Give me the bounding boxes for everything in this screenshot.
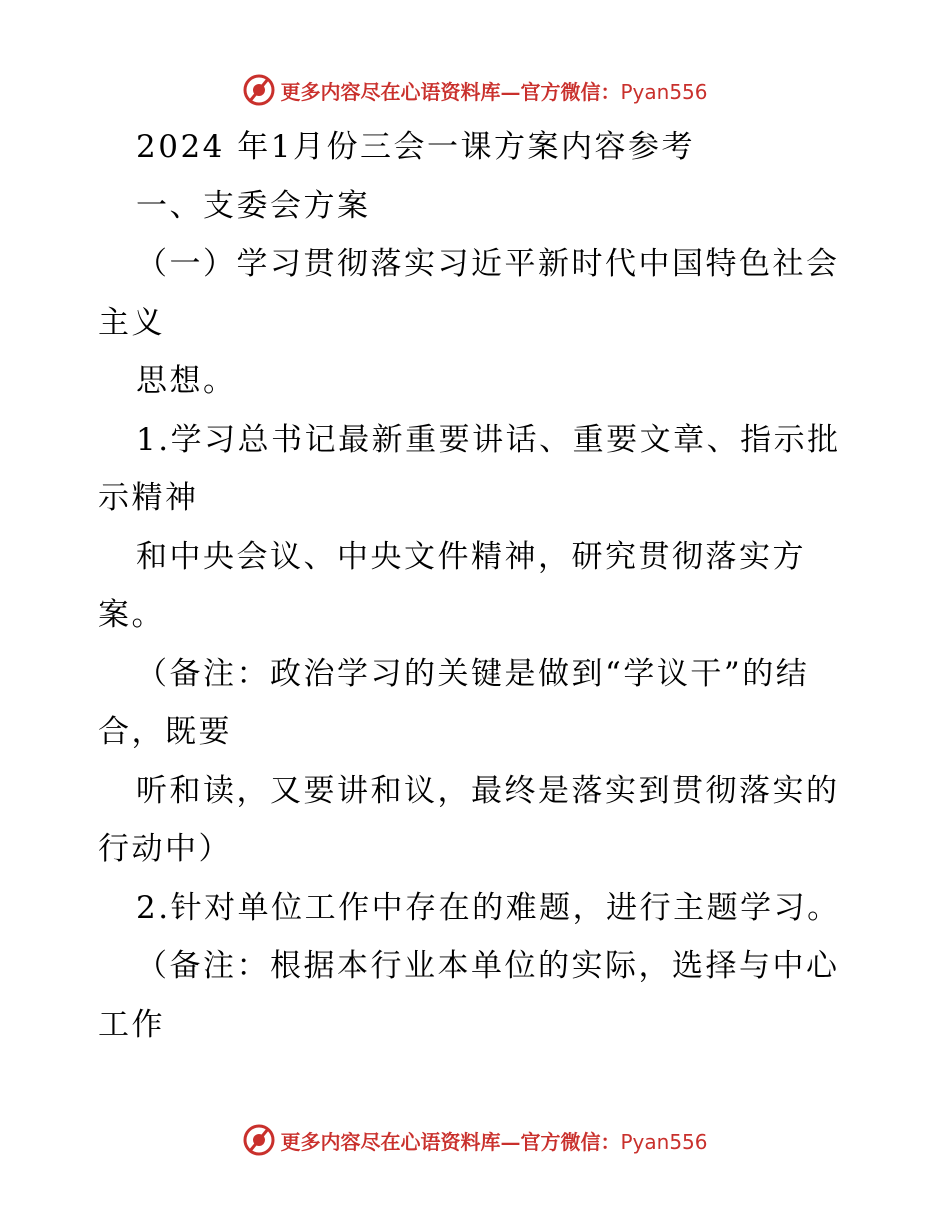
brand-logo-icon (242, 73, 276, 107)
text-line: 听和读，又要讲和议，最终是落实到贯彻落实的 (136, 772, 840, 809)
footer-watermark (0, 1120, 950, 1160)
header-watermark (0, 70, 950, 110)
text-line: 案。 (98, 597, 165, 633)
document-body (98, 118, 858, 1054)
watermark-text: 更多内容尽在心语资料库—官方微信：Pyan556 (280, 1129, 708, 1154)
text-line: 示精神 (98, 480, 199, 516)
list-item: 1.学习总书记最新重要讲话、重要文章、指示批 (136, 421, 841, 458)
text-line: 思想。 (136, 363, 237, 399)
section-heading: 一、支委会方案 (136, 187, 371, 224)
text-line: 行动中） (98, 831, 232, 867)
brand-logo-icon (242, 1123, 276, 1157)
text-line: 合，既要 (98, 714, 232, 750)
text-line: 主义 (98, 304, 165, 341)
text-line: 工作 (98, 1006, 165, 1043)
note-line: （备注：政治学习的关键是做到“学议干”的结 (136, 655, 810, 692)
subsection-heading: （一）学习贯彻落实习近平新时代中国特色社会 (136, 246, 840, 282)
list-item: 2.针对单位工作中存在的难题，进行主题学习。 (136, 889, 841, 926)
document-title: 2024 年1月份三会一课方案内容参考 (136, 129, 695, 165)
note-line: （备注：根据本行业本单位的实际，选择与中心 (136, 948, 840, 984)
text-line: 和中央会议、中央文件精神，研究贯彻落实方 (136, 538, 806, 575)
watermark-text: 更多内容尽在心语资料库—官方微信：Pyan556 (280, 79, 708, 104)
